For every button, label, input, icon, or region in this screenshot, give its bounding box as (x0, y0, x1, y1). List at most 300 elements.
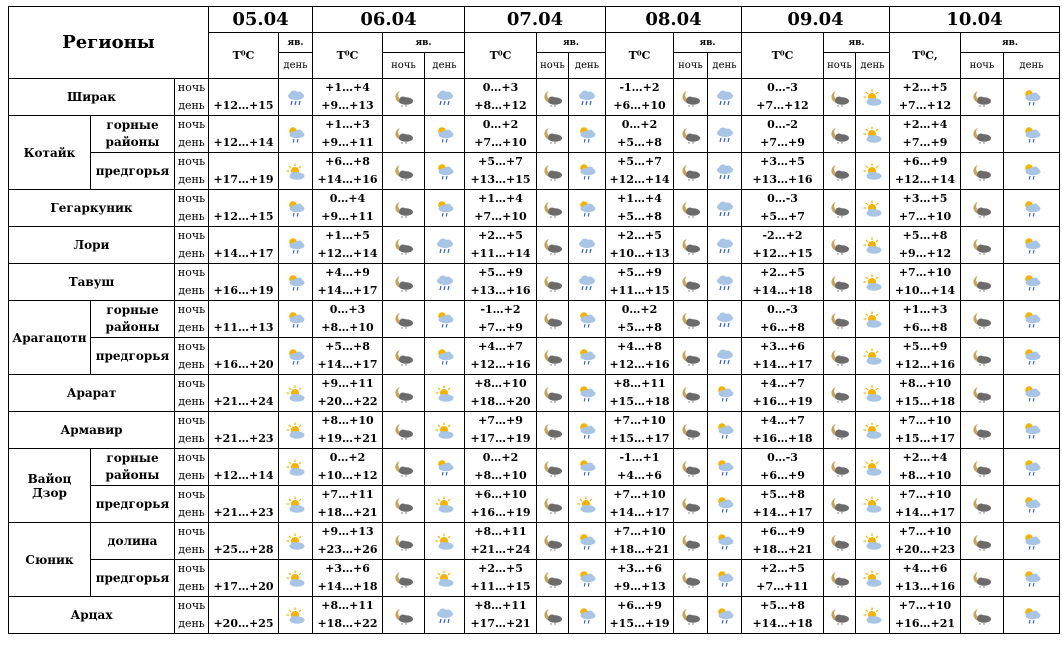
sun-rain-icon (577, 607, 597, 625)
moon-cloud-icon (394, 385, 414, 403)
temp-cell-day: +12…+14 (894, 173, 956, 186)
rain-cloud-icon (577, 237, 597, 255)
temp-cell-night: +8…+11 (474, 525, 527, 538)
temp-cell-day: +21…+24 (470, 543, 531, 556)
subregion-name: предгорья (91, 153, 175, 190)
temp-cell-night: +1…+5 (325, 229, 370, 242)
temp-cell-day: +25…+28 (213, 543, 274, 556)
night-label: ночь (177, 599, 206, 612)
temp-cell-day: +18…+22 (317, 617, 378, 630)
day-label: день (178, 506, 205, 519)
temp-cell-day: +10…+14 (894, 284, 956, 297)
temp-cell-night: +8…+10 (321, 414, 374, 427)
temp-cell-night: -2…+2 (762, 229, 803, 242)
yav-header: яв. (279, 33, 313, 53)
sun-rain-icon (715, 533, 735, 551)
moon-cloud-icon (681, 311, 701, 329)
moon-cloud-icon (543, 311, 563, 329)
yav-header: яв. (674, 33, 742, 53)
sun-cloud-icon (286, 570, 306, 588)
subregion-name: предгорья (91, 338, 175, 375)
temp-cell-night: +1…+4 (478, 192, 523, 205)
night-label: ночь (177, 488, 206, 501)
moon-cloud-icon (681, 570, 701, 588)
moon-cloud-icon (681, 459, 701, 477)
sun-rain-icon (1022, 311, 1042, 329)
temp-cell-day: +19…+21 (317, 432, 378, 445)
moon-cloud-icon (543, 533, 563, 551)
temp-cell-night: +7…+11 (321, 488, 374, 501)
moon-cloud-icon (394, 533, 414, 551)
moon-cloud-icon (394, 237, 414, 255)
temp-cell (209, 301, 279, 338)
moon-cloud-icon (394, 274, 414, 292)
region-row (9, 412, 1060, 449)
sun-rain-icon (577, 533, 597, 551)
region-row (9, 449, 1060, 486)
moon-cloud-icon (972, 570, 992, 588)
sun-rain-icon (715, 385, 735, 403)
sun-rain-icon (577, 422, 597, 440)
temp-cell-night: +7…+10 (898, 599, 952, 612)
temp-cell (606, 264, 674, 301)
region-name: Ширак (9, 79, 175, 116)
sun-cloud-icon (435, 496, 455, 514)
moon-cloud-icon (543, 126, 563, 144)
moon-cloud-icon (972, 607, 992, 625)
temp-cell-day: +8…+10 (898, 469, 952, 482)
night-label: ночь (177, 451, 206, 464)
moon-cloud-icon (681, 274, 701, 292)
sun-rain-icon (577, 459, 597, 477)
temp-cell (890, 338, 961, 375)
night-header: ночь (824, 53, 856, 79)
moon-cloud-icon (543, 459, 563, 477)
temp-cell (313, 486, 383, 523)
temp-cell-night: +8…+10 (474, 377, 527, 390)
temp-cell-day: +7…+12 (756, 99, 809, 112)
moon-cloud-icon (681, 126, 701, 144)
moon-cloud-icon (830, 533, 850, 551)
temp-cell (465, 375, 537, 412)
temp-cell-day: +9…+11 (321, 136, 374, 149)
temp-cell (465, 597, 537, 634)
temp-cell (890, 597, 961, 634)
temp-cell (465, 264, 537, 301)
temp-cell (313, 523, 383, 560)
sun-rain-icon (577, 570, 597, 588)
moon-cloud-icon (972, 533, 992, 551)
temp-cell (742, 412, 824, 449)
moon-cloud-icon (394, 311, 414, 329)
date-header: 07.04 (465, 7, 606, 33)
region-row (9, 486, 1060, 523)
temp-cell (313, 338, 383, 375)
moon-cloud-icon (543, 89, 563, 107)
temp-cell-day: +20…+23 (894, 543, 956, 556)
temp-cell-night: 0…+2 (621, 118, 658, 131)
sun-rain-icon (1022, 348, 1042, 366)
temp-cell-day: +14…+17 (894, 506, 956, 519)
temp-cell-night: +4…+7 (760, 377, 805, 390)
date-header: 08.04 (606, 7, 742, 33)
moon-cloud-icon (972, 89, 992, 107)
temp-cell-day: +12…+16 (609, 358, 670, 371)
temp-cell-day: +6…+8 (760, 321, 805, 334)
moon-cloud-icon (543, 385, 563, 403)
temp-cell (606, 560, 674, 597)
night-header: ночь (383, 53, 425, 79)
temp-cell-night: +3…+6 (325, 562, 370, 575)
temp-cell-day: +11…+15 (609, 284, 670, 297)
sun-rain-icon (435, 126, 455, 144)
temp-cell-night: +9…+11 (321, 377, 374, 390)
date-header: 09.04 (742, 7, 890, 33)
temp-cell (742, 597, 824, 634)
temp-cell (313, 560, 383, 597)
moon-cloud-icon (394, 89, 414, 107)
temp-cell-night: +1…+3 (902, 303, 948, 316)
temp-cell-night: +4…+9 (325, 266, 370, 279)
temp-cell (465, 227, 537, 264)
night-header: ночь (537, 53, 569, 79)
sun-cloud-icon (863, 570, 883, 588)
temp-cell-day: +12…+14 (213, 136, 274, 149)
rain-cloud-icon (435, 607, 455, 625)
sun-cloud-icon (863, 274, 883, 292)
sun-cloud-icon (286, 163, 306, 181)
temp-cell-day: +18…+21 (609, 543, 670, 556)
temp-cell-night: +3…+5 (760, 155, 805, 168)
temp-cell-day: +18…+20 (470, 395, 531, 408)
temp-cell (606, 79, 674, 116)
temp-cell-night: +2…+5 (760, 562, 805, 575)
temp-cell-day: +16…+19 (470, 506, 531, 519)
temp-cell (742, 190, 824, 227)
temp-cell (209, 116, 279, 153)
region-row (9, 338, 1060, 375)
day-header: день (279, 53, 313, 79)
temp-cell-night: +9…+13 (321, 525, 374, 538)
temp-cell (606, 227, 674, 264)
region-row (9, 375, 1060, 412)
temp-cell (890, 486, 961, 523)
moon-cloud-icon (830, 496, 850, 514)
temp-cell (606, 375, 674, 412)
temp-cell-day: +4…+6 (617, 469, 662, 482)
temp-cell-day: +9…+13 (321, 99, 374, 112)
day-label: день (178, 321, 205, 334)
subregion-name: горные районы (91, 116, 175, 153)
temp-cell (209, 79, 279, 116)
day-label: день (178, 469, 205, 482)
subregion-name: горные районы (91, 301, 175, 338)
temp-cell-night: +2…+4 (902, 118, 948, 131)
temp-cell-day: +21…+23 (213, 432, 274, 445)
day-label: день (178, 395, 205, 408)
moon-cloud-icon (830, 89, 850, 107)
sun-rain-icon (435, 311, 455, 329)
sun-rain-icon (1022, 237, 1042, 255)
temp-cell (742, 338, 824, 375)
temp-cell (209, 153, 279, 190)
rain-cloud-icon (435, 274, 455, 292)
temp-cell (209, 449, 279, 486)
moon-cloud-icon (830, 237, 850, 255)
temp-cell (313, 190, 383, 227)
sun-rain-icon (577, 126, 597, 144)
sun-rain-icon (577, 348, 597, 366)
temp-cell-day: +15…+17 (894, 432, 956, 445)
sun-rain-icon (1022, 422, 1042, 440)
temp-cell (890, 153, 961, 190)
temp-cell (890, 449, 961, 486)
night-label: ночь (177, 414, 206, 427)
region-row (9, 560, 1060, 597)
temp-cell-day: +5…+8 (617, 210, 662, 223)
rain-cloud-icon (435, 89, 455, 107)
moon-cloud-icon (394, 163, 414, 181)
sun-rain-icon (715, 422, 735, 440)
sun-rain-icon (715, 570, 735, 588)
day-label: день (178, 543, 205, 556)
regions-header: Регионы (9, 7, 209, 79)
temp-header: T⁰C (742, 33, 824, 79)
forecast-table-wrapper (8, 6, 1060, 634)
temp-cell-night: +6…+8 (325, 155, 370, 168)
temp-cell (890, 227, 961, 264)
temp-cell-night: 0…-3 (767, 451, 798, 464)
temp-cell-day: +14…+17 (609, 506, 670, 519)
region-name: Арцах (9, 597, 175, 634)
moon-cloud-icon (830, 311, 850, 329)
temp-cell-night: +3…+5 (902, 192, 948, 205)
temp-cell-day: +12…+16 (470, 358, 531, 371)
temp-cell-night: +5…+7 (478, 155, 523, 168)
night-day-labels (175, 116, 209, 153)
moon-cloud-icon (543, 422, 563, 440)
temp-cell (606, 597, 674, 634)
temp-cell-night: +4…+7 (478, 340, 523, 353)
temp-cell (313, 264, 383, 301)
sun-rain-icon (715, 459, 735, 477)
day-header: день (708, 53, 742, 79)
night-label: ночь (177, 266, 206, 279)
temp-cell (606, 338, 674, 375)
sun-rain-icon (1022, 385, 1042, 403)
rain-cloud-icon (715, 348, 735, 366)
day-label: день (178, 247, 205, 260)
sun-cloud-icon (286, 422, 306, 440)
temp-cell-night: +4…+6 (902, 562, 948, 575)
temp-cell-night: +8…+11 (613, 377, 666, 390)
temp-cell-day: +7…+9 (902, 136, 948, 149)
temp-cell-day: +17…+21 (470, 617, 531, 630)
temp-cell (742, 153, 824, 190)
moon-cloud-icon (972, 237, 992, 255)
temp-cell-day: +8…+10 (321, 321, 374, 334)
day-label: день (178, 358, 205, 371)
temp-cell-day: +9…+11 (321, 210, 374, 223)
day-header: день (425, 53, 465, 79)
temp-cell-day: +14…+17 (752, 358, 813, 371)
temp-cell-day: +12…+16 (894, 358, 956, 371)
moon-cloud-icon (830, 348, 850, 366)
region-name: Котайк (9, 116, 91, 190)
temp-cell-night: +2…+5 (478, 229, 523, 242)
night-day-labels (175, 412, 209, 449)
sun-rain-icon (1022, 533, 1042, 551)
sun-cloud-icon (863, 126, 883, 144)
day-label: день (178, 432, 205, 445)
moon-cloud-icon (972, 496, 992, 514)
temp-cell-day: +20…+22 (317, 395, 378, 408)
sun-cloud-icon (863, 163, 883, 181)
temp-cell (209, 375, 279, 412)
temp-cell-day: +14…+17 (317, 284, 378, 297)
night-day-labels (175, 375, 209, 412)
moon-cloud-icon (681, 348, 701, 366)
sun-rain-icon (1022, 496, 1042, 514)
day-label: день (178, 284, 205, 297)
temp-cell-night: +7…+10 (613, 525, 666, 538)
sun-cloud-icon (286, 385, 306, 403)
temp-cell (209, 338, 279, 375)
moon-cloud-icon (830, 126, 850, 144)
temp-cell-night: +7…+10 (898, 266, 952, 279)
temp-cell (742, 560, 824, 597)
temp-cell-day: +6…+9 (760, 469, 805, 482)
sun-cloud-icon (286, 459, 306, 477)
sun-rain-icon (286, 237, 306, 255)
temp-cell-day: +17…+20 (213, 580, 274, 593)
temp-cell (742, 449, 824, 486)
moon-cloud-icon (972, 422, 992, 440)
region-name: Арарат (9, 375, 175, 412)
temp-header: T⁰C, (890, 33, 961, 79)
moon-cloud-icon (543, 237, 563, 255)
night-day-labels (175, 79, 209, 116)
rain-cloud-icon (286, 89, 306, 107)
temp-cell (209, 560, 279, 597)
rain-cloud-icon (715, 274, 735, 292)
temp-cell-night: +5…+9 (902, 340, 948, 353)
rain-cloud-icon (435, 237, 455, 255)
temp-cell (606, 301, 674, 338)
night-header: ночь (674, 53, 708, 79)
temp-cell-night: +3…+6 (617, 562, 662, 575)
temp-header: T⁰C (209, 33, 279, 79)
temp-header: T⁰C (465, 33, 537, 79)
temp-cell (742, 486, 824, 523)
rain-cloud-icon (715, 126, 735, 144)
temp-cell (606, 486, 674, 523)
temp-cell-day: +18…+21 (317, 506, 378, 519)
region-name: Гегаркуник (9, 190, 175, 227)
temp-cell-night: +7…+10 (613, 488, 666, 501)
temp-cell-night: +3…+6 (760, 340, 805, 353)
subregion-name: предгорья (91, 486, 175, 523)
sun-rain-icon (577, 311, 597, 329)
temp-cell-day: +11…+15 (470, 580, 531, 593)
temp-cell-day: +7…+9 (760, 136, 805, 149)
temp-header: T⁰C (606, 33, 674, 79)
temp-cell-night: +1…+4 (325, 81, 370, 94)
temp-cell-night: +8…+11 (321, 599, 374, 612)
temp-cell-night: 0…-3 (767, 303, 798, 316)
temp-cell (742, 264, 824, 301)
temp-cell (209, 412, 279, 449)
sun-cloud-icon (863, 200, 883, 218)
temp-cell-day: +16…+21 (894, 617, 956, 630)
temp-cell (890, 375, 961, 412)
temp-cell-day: +13…+16 (470, 284, 531, 297)
temp-cell (606, 190, 674, 227)
temp-cell-day: +16…+18 (752, 432, 813, 445)
temp-cell (465, 79, 537, 116)
sun-rain-icon (577, 163, 597, 181)
sun-cloud-icon (863, 348, 883, 366)
temp-cell-night: -1…+1 (619, 451, 660, 464)
rain-cloud-icon (715, 237, 735, 255)
sun-cloud-icon (435, 422, 455, 440)
night-day-labels (175, 153, 209, 190)
temp-cell (313, 227, 383, 264)
temp-cell (313, 301, 383, 338)
moon-cloud-icon (830, 459, 850, 477)
temp-cell-night: +4…+8 (617, 340, 662, 353)
sun-cloud-icon (863, 533, 883, 551)
temp-cell-day: +14…+18 (752, 284, 813, 297)
region-row (9, 190, 1060, 227)
day-header: день (1004, 53, 1060, 79)
temp-cell (465, 190, 537, 227)
moon-cloud-icon (394, 459, 414, 477)
moon-cloud-icon (681, 533, 701, 551)
temp-cell-day: +21…+23 (213, 506, 274, 519)
rain-cloud-icon (715, 200, 735, 218)
moon-cloud-icon (394, 422, 414, 440)
temp-cell-day: +15…+18 (609, 395, 670, 408)
night-day-labels (175, 597, 209, 634)
sun-rain-icon (286, 274, 306, 292)
date-header: 10.04 (890, 7, 1060, 33)
temp-cell (465, 449, 537, 486)
sun-rain-icon (1022, 570, 1042, 588)
temp-cell-night: +5…+8 (902, 229, 948, 242)
temp-cell (742, 79, 824, 116)
temp-cell-day: +14…+18 (752, 617, 813, 630)
temp-cell-night: +7…+9 (478, 414, 523, 427)
temp-cell-night: +6…+9 (760, 525, 805, 538)
temp-cell (606, 523, 674, 560)
sun-rain-icon (286, 348, 306, 366)
moon-cloud-icon (543, 274, 563, 292)
day-label: день (178, 99, 205, 112)
sun-cloud-icon (863, 385, 883, 403)
sun-rain-icon (1022, 274, 1042, 292)
moon-cloud-icon (394, 570, 414, 588)
night-day-labels (175, 190, 209, 227)
temp-cell (313, 412, 383, 449)
day-label: день (178, 580, 205, 593)
temp-cell-day: +12…+15 (752, 247, 813, 260)
sun-cloud-icon (863, 89, 883, 107)
moon-cloud-icon (830, 422, 850, 440)
temp-cell (742, 375, 824, 412)
temp-cell-night: +4…+7 (760, 414, 805, 427)
temp-cell-night: 0…+2 (482, 118, 519, 131)
